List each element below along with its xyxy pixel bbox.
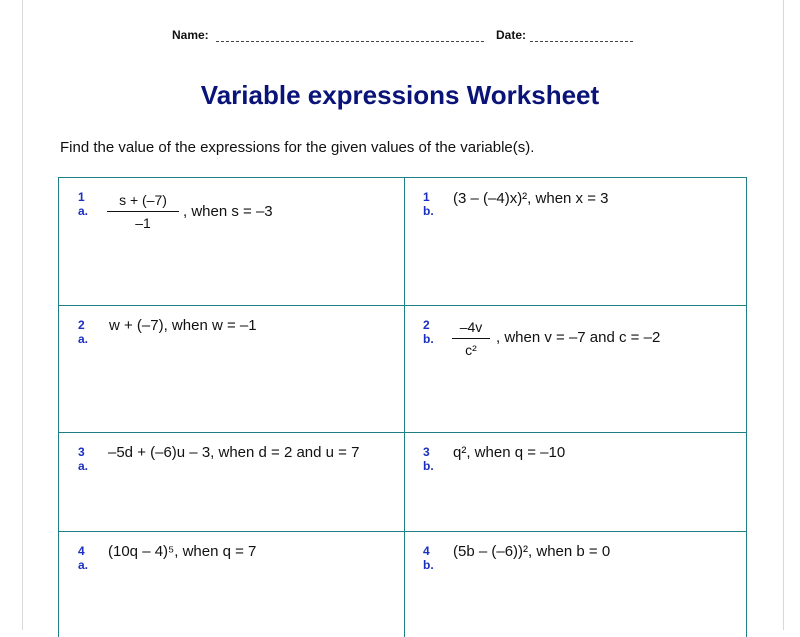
page-title: Variable expressions Worksheet (200, 80, 600, 110)
problem-expression: –5d + (–6)u – 3, when d = 2 and u = 7 (108, 444, 360, 461)
grid-divider (59, 531, 746, 532)
problem-condition: , when s = –3 (183, 203, 273, 220)
problem-expression: (3 – (–4)x)², when x = 3 (453, 190, 609, 207)
fraction-numerator: –4v (459, 319, 483, 335)
date-label: Date: (496, 28, 527, 42)
grid-divider (59, 305, 746, 306)
problem-condition: , when v = –7 and c = –2 (496, 329, 661, 346)
problem-number: 3 a. (78, 445, 89, 473)
instructions: Find the value of the expressions for the given values of the variable(s). (60, 139, 535, 156)
problem-expression: w + (–7), when w = –1 (109, 317, 257, 334)
date-blank[interactable] (530, 41, 633, 42)
fraction-denominator: c² (465, 342, 477, 358)
grid-divider (404, 178, 405, 637)
fraction-numerator: s + (–7) (119, 192, 167, 208)
problem-number: 1 a. (78, 190, 89, 218)
problem-expression: (10q – 4)⁵, when q = 7 (108, 543, 257, 560)
fraction (107, 192, 179, 231)
problem-grid (58, 177, 747, 637)
problem-number: 2 b. (423, 318, 434, 346)
problem-number: 4 b. (423, 544, 434, 572)
problem-expression: q², when q = –10 (453, 444, 566, 461)
problem-number: 3 b. (423, 445, 434, 473)
name-label: Name: (172, 28, 209, 42)
name-blank[interactable] (216, 41, 484, 42)
fraction-denominator: –1 (135, 215, 151, 231)
problem-number: 2 a. (78, 318, 89, 346)
problem-expression: (5b – (–6))², when b = 0 (453, 543, 611, 560)
problem-number: 1 b. (423, 190, 434, 218)
fraction (452, 319, 490, 358)
problem-number: 4 a. (78, 544, 89, 572)
grid-divider (59, 432, 746, 433)
